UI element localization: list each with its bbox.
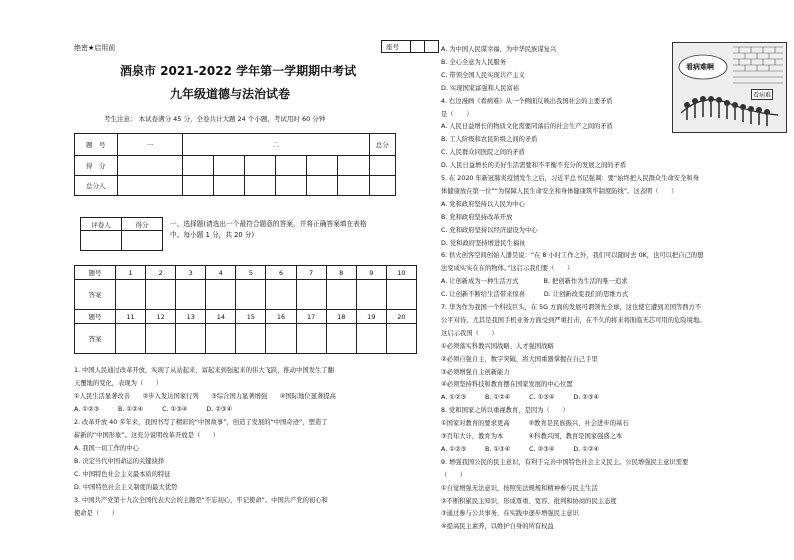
- question-line: ①自觉增强无法意识，按照宪法规规和精神参与民主生活: [441, 484, 598, 492]
- question-line: 4. 右边漫画《看病难》从一个侧面反映出我国社会的主要矛盾: [441, 97, 613, 105]
- answer-cell[interactable]: [116, 280, 146, 310]
- question-line: B. 工人阶级和农民阶级之间的矛盾: [441, 136, 538, 144]
- cartoon-sign: 看病难: [751, 89, 773, 100]
- question-line: ③百年大计，教育为本 ④科教兴国，教育是国家强盛之本: [441, 433, 623, 440]
- grid-num-cell: 9: [356, 266, 386, 280]
- question-line: 7. 华为作为我国一个科技巨头，在 5G 方面的发展可谓领先全球，这也使它遭到美国等西方不: [441, 304, 702, 311]
- grid-num-cell: 12: [146, 310, 176, 324]
- question-line: ①国家对教育的要求更高 ②教育是民族振兴、社会进步的基石: [441, 420, 629, 428]
- section-one-instructions: [170, 219, 367, 241]
- grid-num-cell: 3: [176, 266, 206, 280]
- question-line: B. 党和政府坚持改革开放: [441, 213, 513, 221]
- grader-label: 评卷人: [81, 218, 122, 231]
- answer-cell[interactable]: [236, 280, 266, 310]
- answer-cell[interactable]: [266, 324, 296, 354]
- answer-cell[interactable]: [386, 324, 416, 354]
- answer-cell[interactable]: [116, 324, 146, 354]
- answer-cell[interactable]: [206, 324, 236, 354]
- grid-num-cell: 18: [326, 310, 356, 324]
- score-row-label: 得 分: [75, 156, 118, 176]
- answer-cell[interactable]: [236, 324, 266, 354]
- answer-cell[interactable]: [296, 324, 326, 354]
- question-line: 法变成实实在在的物体。”这启示我们要（ ）: [441, 265, 574, 273]
- grid-num-cell: 14: [206, 310, 236, 324]
- grid-num-cell: 4: [206, 266, 236, 280]
- question-line: A. ①②③ B. ①③④ C. ②③④ D. ①②④: [441, 445, 600, 453]
- grid-num-cell: 8: [326, 266, 356, 280]
- grid-num-cell: 6: [266, 266, 296, 280]
- exam-subtitle: 九年级道德与法治试卷: [170, 87, 291, 101]
- question-line: 公平对待。尤其是我国手机业务方面受到严重打击，在不久的将来将面临无芯可用的危险境地。: [441, 316, 706, 324]
- question-line: A. 我国一切工作的中心: [74, 445, 139, 452]
- question-line: C. 党和政府坚持以经济建设为中心: [441, 226, 538, 234]
- grid-num-cell: 13: [176, 310, 206, 324]
- grid-num-cell: 15: [236, 310, 266, 324]
- grid-ans-label: 答案: [75, 324, 116, 354]
- answer-cell[interactable]: [146, 280, 176, 310]
- grid-num-label: 题号: [75, 266, 116, 280]
- question-line: A. 让创新成为一种生活方式 B. 把创新作为生活的唯一追求: [441, 278, 628, 286]
- question-line: 9. 增强我国公民的民主意识，有利于完善中国特色社会主义民主。公民增强民主意识需要: [441, 458, 689, 466]
- question-line: （ ）: [441, 471, 467, 479]
- section-one-line1: 一、选择题(请选出一个最符合题意的答案，并将正确答案填在表格: [170, 220, 367, 228]
- grid-num-cell: 1: [116, 266, 146, 280]
- question-line: 这启示我国（ ）: [441, 329, 498, 337]
- question-line: C. 人民群众同医院之间的矛盾: [441, 149, 525, 157]
- question-line: 天覆地的变化，表现为（ ）: [74, 380, 163, 387]
- grid-num-cell: 17: [296, 310, 326, 324]
- question-line: ①必须落实科教兴国战略、人才强国战略: [441, 342, 554, 350]
- answer-cell[interactable]: [206, 280, 236, 310]
- question-line: B. 决定当代中国命运的关键抉择: [74, 458, 165, 465]
- secret-label: 绝密★启用前: [74, 44, 116, 52]
- question-line: C. 中国特色社会主义最本质的特征: [74, 471, 171, 478]
- question-line: ④必须坚持科技和教育摆在国家发展的中心位置: [441, 381, 573, 389]
- question-line: 是（ ）: [441, 110, 473, 118]
- grid-num-cell: 2: [146, 266, 176, 280]
- score-col-title: 题 号: [75, 134, 118, 156]
- exam-title: 酒泉市 2021-2022 学年第一学期期中考试: [120, 64, 357, 78]
- grid-num-label: 题号: [75, 310, 116, 324]
- answer-grid: [74, 265, 417, 354]
- grid-num-cell: 16: [266, 310, 296, 324]
- question-line: ④提高民主素养，以维护自身的所有权益: [441, 523, 554, 531]
- question-line: 1. 中国人民通过改革开放，实现了从站起来、富起来到强起来的伟大飞跃，推动中国发生了翻: [74, 367, 334, 374]
- grid-num-cell: 20: [386, 310, 416, 324]
- question-line: A. 党和政府坚持以人民为中心: [441, 200, 525, 208]
- question-line: A. ①②③ B. ①②④ C. ①③④ D. ②③④: [74, 406, 233, 413]
- grid-num-cell: 19: [356, 310, 386, 324]
- question-line: A. 为中国人民谋幸福，为中华民族谋复兴: [441, 46, 557, 53]
- grader-box: [80, 217, 163, 251]
- grader-score-label: 得分: [122, 218, 163, 231]
- question-line: A. ①②③ B. ①②④ C. ①③④ D. ②③④: [441, 394, 600, 402]
- cartoon-caption: 看病难啊: [686, 63, 714, 71]
- question-line: B. 全心全意为人民服务: [441, 58, 506, 66]
- score-col-total: 总分: [369, 134, 395, 156]
- question-line: 3. 中国共产党第十九次全国代表大会的主题是“不忘初心，牢记使命”。中国共产党的初心和: [74, 497, 328, 504]
- question-line: ①人民生活显著改善 ②步入发达国家行列 ③综合国力显著增强 ④国际地位显著提高: [74, 393, 336, 400]
- answer-cell[interactable]: [386, 280, 416, 310]
- grader-row-label: 总分人: [75, 176, 118, 196]
- grid-num-cell: 10: [386, 266, 416, 280]
- answer-cell[interactable]: [266, 280, 296, 310]
- section-one-line2: 中。每小题 1 分，共 20 分): [170, 231, 255, 239]
- question-line: 5. 在 2020 年新冠肺炎疫情发生之后，习近平总书记强调：要“始终把人民群众生命安全和身: [441, 175, 699, 182]
- exam-notice: 考生注意： 本试卷满分 45 分，全卷共计大题 24 个小题，考试用时 60 分钟: [104, 115, 326, 123]
- question-line: 使命是（ ）: [74, 510, 119, 517]
- score-col-two: 二: [183, 134, 369, 156]
- answer-cell[interactable]: [146, 324, 176, 354]
- cartoon-illustration: [672, 42, 787, 133]
- answer-cell[interactable]: [176, 280, 206, 310]
- question-line: D. 党和政府坚持增进民生福祉: [441, 239, 526, 247]
- question-line: ③必须增强自主创新能力: [441, 368, 510, 376]
- question-line: ②必须自强自主，数字突破，将大国重器掌握在自己手里: [441, 355, 598, 363]
- score-col-one: 一: [117, 134, 183, 156]
- grid-num-cell: 5: [236, 266, 266, 280]
- grid-num-cell: 7: [296, 266, 326, 280]
- question-line: 6. 供火创客空间创始人潘昊说：“在 8 小时工作之外，我们可以随时去 0K，也可以把自己的想: [441, 252, 704, 260]
- question-line: A. 人民日益增长的物质文化需要同落后的社会生产之间的矛盾: [441, 123, 613, 131]
- answer-cell[interactable]: [356, 324, 386, 354]
- seat-number-box: [381, 40, 439, 53]
- answer-cell[interactable]: [326, 324, 356, 354]
- answer-cell[interactable]: [326, 280, 356, 310]
- question-line: C. 带领全国人民实现共产主义: [441, 71, 525, 79]
- question-line: ②不断积累民主知识，形成尊重、宽容、批判和协商的民主态度: [441, 497, 617, 505]
- question-line: D. 人民日益增长的美好生活需要和不平衡不充分的发展之间的矛盾: [441, 162, 627, 170]
- question-line: D. 实现国家富强和人民富裕: [441, 84, 520, 92]
- question-line: 崭新的“中国形象”。这充分说明改革开放是（ ）: [74, 432, 220, 439]
- question-line: 2. 改革开放 40 多年来，我国书写了精彩的“中国故事”，创造了发展的“中国奇迹”，塑造了: [74, 419, 328, 426]
- seat-label: 座号: [386, 43, 399, 51]
- answer-cell[interactable]: [356, 280, 386, 310]
- answer-cell[interactable]: [296, 280, 326, 310]
- question-line: ③通过参与公共事务，在实践中逐步增强民主意识: [441, 510, 579, 518]
- score-table: [74, 133, 396, 196]
- grid-ans-label: 答案: [75, 280, 116, 310]
- answer-cell[interactable]: [176, 324, 206, 354]
- question-line: D. 中国特色社会主义制度的最大优势: [74, 484, 178, 491]
- cartoon-drawing: [673, 43, 786, 132]
- question-line: 8. 党和国家之所以重视教育，是因为（ ）: [441, 407, 569, 415]
- grid-num-cell: 11: [116, 310, 146, 324]
- question-line: 体健康放在第一位”“为保障人民生命安全和身体健康筑牢制度防线”。这表明（ ）: [441, 187, 678, 195]
- question-line: C. 让创新不断给生活带来惊喜 D. 让创新改变我们的思维方式: [441, 291, 629, 299]
